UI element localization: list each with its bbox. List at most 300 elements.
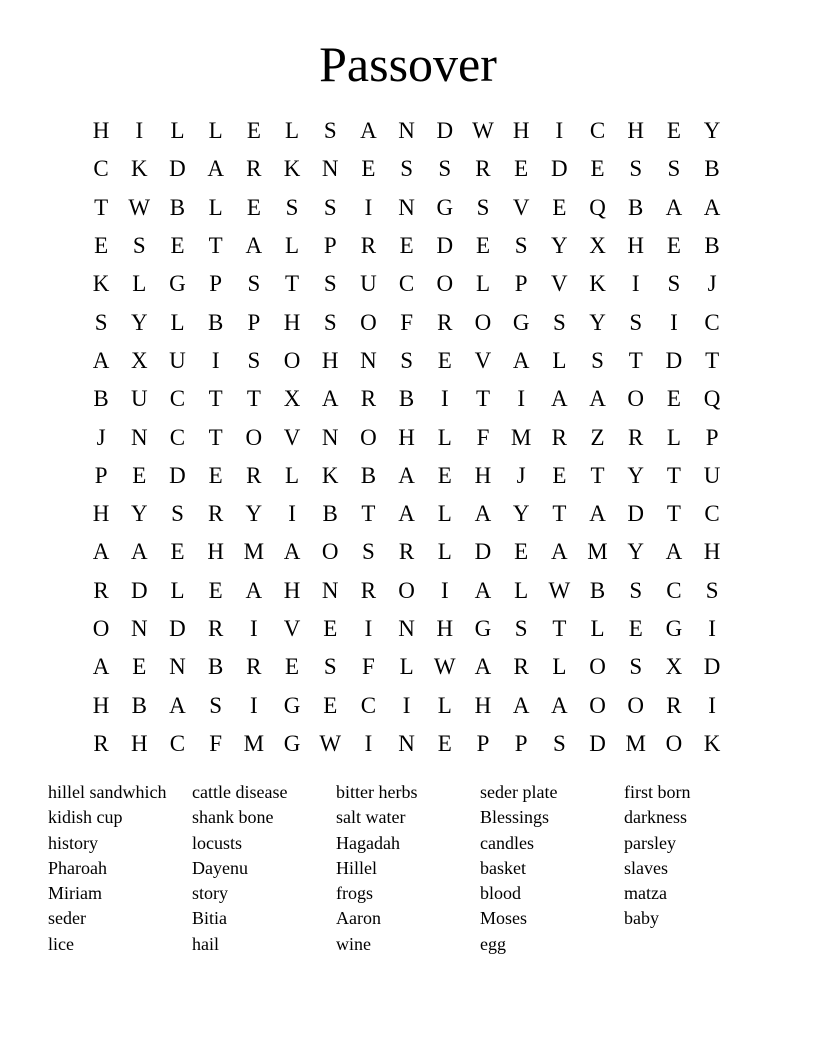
- grid-letter: D: [665, 347, 683, 373]
- grid-letter: H: [321, 347, 339, 373]
- word-list-item: darkness: [624, 807, 687, 828]
- grid-letter: H: [474, 692, 492, 718]
- grid-letter: A: [474, 501, 492, 527]
- grid-letter: G: [665, 616, 683, 641]
- grid-letter: R: [360, 233, 377, 259]
- grid-letter: L: [437, 692, 452, 718]
- word-list-item: cattle disease: [192, 782, 288, 802]
- grid-row: [82, 342, 732, 380]
- grid-letter: E: [475, 233, 490, 259]
- grid-letter: K: [92, 271, 110, 297]
- grid-letter: V: [283, 616, 301, 641]
- grid-letter: I: [402, 692, 411, 718]
- grid-letter: K: [283, 156, 301, 182]
- grid-letter: S: [323, 654, 337, 680]
- grid-letter: L: [132, 271, 147, 297]
- grid-letter: N: [169, 654, 186, 680]
- word-list-item: first born: [624, 782, 691, 802]
- grid-letter: E: [132, 654, 147, 680]
- grid-letter: H: [130, 730, 148, 756]
- grid-letter: R: [513, 654, 529, 680]
- grid-letter: C: [666, 577, 682, 603]
- word-list-item: egg: [480, 933, 506, 954]
- grid-letter: E: [666, 233, 681, 259]
- grid-row: [82, 648, 732, 686]
- grid-letter: C: [704, 309, 720, 335]
- grid-row: [82, 495, 732, 533]
- grid-letter: O: [589, 692, 606, 718]
- grid-letter: R: [246, 156, 262, 182]
- grid-letter: G: [169, 271, 186, 297]
- grid-letter: I: [364, 730, 373, 756]
- grid-letter: S: [438, 156, 452, 182]
- grid-letter: L: [170, 118, 185, 144]
- grid-letter: A: [551, 539, 568, 565]
- grid-letter: J: [707, 271, 717, 297]
- grid-letter: P: [209, 271, 223, 297]
- word-list-item: hillel sandwhich: [48, 782, 167, 802]
- grid-letter: S: [514, 616, 528, 641]
- grid-letter: A: [398, 501, 415, 527]
- grid-letter: E: [399, 233, 414, 259]
- grid-letter: I: [708, 692, 716, 718]
- grid-letter: V: [512, 194, 530, 220]
- grid-letter: R: [360, 577, 377, 603]
- grid-letter: O: [360, 424, 377, 450]
- grid-letter: X: [130, 347, 148, 373]
- grid-row: [82, 265, 732, 303]
- grid-letter: C: [169, 424, 186, 450]
- grid-letter: F: [400, 309, 413, 335]
- grid-letter: S: [552, 730, 566, 756]
- grid-letter: E: [666, 118, 681, 144]
- grid-letter: R: [398, 539, 415, 565]
- grid-letter: Y: [551, 233, 568, 259]
- grid-letter: B: [704, 156, 720, 182]
- grid-letter: L: [552, 347, 567, 373]
- grid-letter: A: [703, 194, 721, 220]
- word-list-item: blood: [480, 883, 522, 904]
- grid-letter: D: [436, 118, 454, 144]
- word-list-item: Moses: [480, 908, 528, 929]
- word-list-item: bitter herbs: [336, 782, 418, 802]
- grid-letter: E: [361, 156, 376, 182]
- grid-letter: E: [437, 730, 452, 756]
- grid-letter: A: [474, 577, 492, 603]
- word-list-item: Bitia: [192, 908, 227, 929]
- grid-letter: H: [283, 309, 301, 335]
- word-list-item: Miriam: [48, 883, 102, 904]
- grid-letter: Q: [703, 386, 721, 412]
- grid-letter: N: [130, 424, 148, 450]
- grid-letter: R: [246, 654, 262, 680]
- grid-letter: L: [285, 233, 300, 259]
- grid-letter: E: [590, 156, 605, 182]
- grid-letter: E: [246, 194, 261, 220]
- grid-letter: S: [247, 271, 261, 297]
- grid-letter: T: [475, 386, 490, 412]
- word-list-item: story: [192, 883, 228, 904]
- grid-letter: S: [629, 654, 643, 680]
- grid-letter: C: [360, 692, 377, 718]
- grid-letter: Y: [627, 539, 645, 565]
- grid-letter: H: [436, 616, 454, 641]
- grid-letter: E: [628, 616, 643, 641]
- grid-letter: X: [283, 386, 301, 412]
- word-list-item: locusts: [192, 832, 243, 853]
- word-column: [624, 780, 768, 957]
- word-list-item: Hagadah: [336, 832, 400, 853]
- grid-letter: E: [323, 616, 338, 641]
- grid-letter: W: [433, 654, 456, 680]
- word-column: [192, 780, 336, 957]
- grid-letter: I: [288, 501, 296, 527]
- grid-letter: D: [130, 577, 148, 603]
- grid-letter: T: [552, 501, 567, 527]
- grid-letter: P: [514, 271, 528, 297]
- grid-letter: B: [628, 194, 644, 220]
- grid-letter: T: [628, 347, 643, 373]
- grid-row: [82, 227, 732, 265]
- grid-letter: V: [551, 271, 568, 297]
- grid-letter: P: [705, 424, 719, 450]
- grid-letter: A: [665, 539, 683, 565]
- grid-row: [82, 150, 732, 188]
- grid-letter: U: [360, 271, 377, 297]
- grid-letter: A: [512, 347, 530, 373]
- grid-letter: Z: [590, 424, 605, 450]
- grid-letter: E: [285, 654, 300, 680]
- grid-letter: L: [285, 118, 300, 144]
- grid-letter: A: [321, 386, 339, 412]
- grid-letter: B: [704, 233, 720, 259]
- grid-letter: A: [474, 654, 492, 680]
- grid-letter: I: [670, 309, 678, 335]
- grid-letter: R: [437, 309, 453, 335]
- grid-letter: E: [208, 577, 223, 603]
- grid-letter: S: [629, 156, 643, 182]
- grid-letter: N: [398, 194, 415, 220]
- grid-letter: Y: [512, 501, 530, 527]
- grid-letter: E: [514, 539, 529, 565]
- grid-letter: G: [436, 194, 454, 220]
- grid-letter: V: [283, 424, 301, 450]
- grid-letter: C: [169, 386, 186, 412]
- grid-letter: B: [207, 309, 224, 335]
- grid-letter: S: [514, 233, 528, 259]
- grid-letter: L: [552, 654, 567, 680]
- grid-row: [82, 189, 732, 227]
- grid-letter: G: [283, 692, 301, 718]
- word-list-item: salt water: [336, 807, 406, 828]
- word-list-item: Pharoah: [48, 857, 107, 878]
- grid-letter: S: [323, 309, 337, 335]
- grid-letter: R: [207, 616, 224, 641]
- grid-letter: S: [362, 539, 375, 565]
- grid-letter: H: [703, 539, 721, 565]
- grid-letter: E: [437, 347, 452, 373]
- grid-letter: X: [589, 233, 606, 259]
- grid-letter: O: [360, 309, 377, 335]
- grid-letter: F: [476, 424, 490, 450]
- grid-letter: U: [130, 386, 148, 412]
- grid-letter: C: [589, 118, 606, 144]
- grid-letter: S: [629, 577, 643, 603]
- grid-letter: N: [398, 118, 415, 144]
- grid-letter: M: [243, 539, 265, 565]
- grid-letter: V: [474, 347, 492, 373]
- grid-letter: N: [321, 424, 339, 450]
- word-list-item: Dayenu: [192, 857, 248, 878]
- grid-letter: L: [514, 577, 529, 603]
- grid-letter: L: [437, 501, 452, 527]
- grid-letter: E: [552, 194, 567, 220]
- grid-letter: T: [552, 616, 567, 641]
- grid-letter: P: [94, 462, 108, 488]
- grid-letter: S: [705, 577, 719, 603]
- grid-letter: O: [665, 730, 683, 756]
- grid-letter: E: [552, 462, 567, 488]
- letter-grid: [82, 112, 732, 763]
- grid-letter: M: [625, 730, 646, 756]
- grid-letter: E: [437, 462, 452, 488]
- grid-letter: P: [247, 309, 261, 335]
- grid-letter: W: [548, 577, 571, 603]
- grid-letter: G: [474, 616, 492, 641]
- grid-letter: O: [589, 654, 606, 680]
- grid-letter: D: [169, 156, 186, 182]
- grid-letter: M: [243, 730, 265, 756]
- grid-letter: S: [171, 501, 184, 527]
- grid-letter: P: [323, 233, 337, 259]
- grid-letter: W: [128, 194, 151, 220]
- grid-letter: H: [207, 539, 224, 565]
- grid-row: [82, 457, 732, 495]
- grid-letter: S: [94, 309, 108, 335]
- grid-letter: A: [360, 118, 377, 144]
- grid-letter: R: [551, 424, 568, 450]
- grid-letter: I: [631, 271, 640, 297]
- grid-letter: Y: [130, 309, 148, 335]
- grid-letter: P: [514, 730, 528, 756]
- grid-letter: O: [398, 577, 415, 603]
- grid-letter: D: [169, 616, 186, 641]
- grid-letter: J: [96, 424, 106, 450]
- grid-letter: N: [398, 616, 415, 641]
- grid-letter: L: [437, 539, 452, 565]
- grid-row: [82, 572, 732, 610]
- grid-letter: A: [551, 692, 568, 718]
- grid-letter: L: [475, 271, 490, 297]
- word-list-item: matza: [624, 883, 667, 904]
- grid-letter: A: [245, 233, 263, 259]
- grid-letter: I: [440, 386, 449, 412]
- word-list-item: Aaron: [336, 908, 381, 929]
- grid-letter: A: [245, 577, 263, 603]
- grid-letter: E: [208, 462, 223, 488]
- grid-letter: T: [208, 424, 223, 450]
- grid-letter: T: [590, 462, 605, 488]
- grid-letter: I: [250, 616, 258, 641]
- word-list-item: wine: [336, 933, 371, 954]
- grid-letter: C: [398, 271, 415, 297]
- grid-row: [82, 303, 732, 341]
- grid-letter: I: [517, 386, 525, 412]
- word-list-item: hail: [192, 933, 219, 954]
- grid-letter: K: [321, 462, 339, 488]
- grid-row: [82, 686, 732, 724]
- grid-letter: E: [132, 462, 147, 488]
- grid-letter: A: [92, 654, 110, 680]
- word-list-item: seder: [48, 908, 86, 929]
- grid-letter: L: [170, 577, 185, 603]
- grid-letter: N: [130, 616, 148, 641]
- grid-letter: S: [323, 194, 337, 220]
- grid-letter: O: [436, 271, 454, 297]
- grid-letter: B: [169, 194, 186, 220]
- grid-letter: T: [208, 386, 223, 412]
- grid-letter: D: [589, 730, 606, 756]
- grid-letter: K: [589, 271, 606, 297]
- grid-letter: S: [591, 347, 604, 373]
- grid-letter: Y: [589, 309, 606, 335]
- grid-letter: R: [246, 462, 262, 488]
- grid-row: [82, 610, 732, 648]
- grid-letter: R: [207, 501, 224, 527]
- grid-letter: H: [283, 577, 301, 603]
- grid-letter: E: [94, 233, 109, 259]
- grid-letter: A: [169, 692, 186, 718]
- grid-letter: L: [208, 194, 223, 220]
- grid-letter: O: [321, 539, 339, 565]
- grid-letter: N: [321, 156, 339, 182]
- word-list-item: history: [48, 832, 99, 853]
- grid-letter: B: [131, 692, 147, 718]
- grid-letter: I: [364, 616, 373, 641]
- grid-letter: C: [93, 156, 109, 182]
- grid-letter: U: [169, 347, 186, 373]
- word-column: [48, 780, 192, 957]
- grid-letter: N: [321, 577, 339, 603]
- grid-letter: H: [398, 424, 415, 450]
- grid-letter: T: [94, 194, 109, 220]
- grid-letter: B: [93, 386, 109, 412]
- grid-letter: A: [589, 501, 606, 527]
- grid-letter: D: [627, 501, 645, 527]
- grid-letter: S: [552, 309, 566, 335]
- grid-letter: I: [364, 194, 373, 220]
- grid-letter: I: [211, 347, 220, 373]
- word-list-item: candles: [480, 832, 534, 853]
- word-list-item: parsley: [624, 832, 676, 853]
- grid-letter: B: [589, 577, 606, 603]
- grid-letter: S: [400, 156, 413, 182]
- grid-letter: S: [132, 233, 146, 259]
- grid-letter: E: [170, 539, 185, 565]
- grid-letter: T: [246, 386, 261, 412]
- word-list-item: frogs: [336, 883, 373, 904]
- grid-letter: A: [207, 156, 224, 182]
- grid-letter: B: [207, 654, 224, 680]
- grid-letter: S: [209, 692, 223, 718]
- grid-letter: D: [169, 462, 186, 488]
- grid-letter: T: [208, 233, 223, 259]
- grid-letter: S: [667, 271, 681, 297]
- grid-letter: I: [555, 118, 564, 144]
- grid-letter: R: [628, 424, 644, 450]
- word-list-item: baby: [624, 908, 659, 929]
- grid-letter: N: [398, 730, 415, 756]
- grid-letter: S: [247, 347, 261, 373]
- grid-letter: I: [250, 692, 258, 718]
- grid-letter: E: [170, 233, 185, 259]
- grid-letter: F: [362, 654, 375, 680]
- grid-letter: H: [92, 501, 110, 527]
- grid-row: [82, 533, 732, 571]
- grid-letter: I: [135, 118, 144, 144]
- grid-letter: R: [360, 386, 377, 412]
- grid-letter: S: [667, 156, 681, 182]
- grid-letter: P: [476, 730, 490, 756]
- grid-letter: X: [665, 654, 683, 680]
- grid-letter: E: [514, 156, 529, 182]
- grid-letter: L: [666, 424, 681, 450]
- grid-letter: L: [590, 616, 605, 641]
- grid-letter: M: [587, 539, 608, 565]
- grid-letter: E: [246, 118, 261, 144]
- grid-letter: O: [627, 692, 645, 718]
- grid-letter: A: [589, 386, 606, 412]
- grid-letter: W: [472, 118, 494, 144]
- grid-letter: A: [512, 692, 530, 718]
- grid-letter: O: [283, 347, 301, 373]
- grid-letter: A: [398, 462, 415, 488]
- grid-letter: B: [360, 462, 377, 488]
- grid-letter: K: [703, 730, 721, 756]
- grid-letter: Y: [130, 501, 148, 527]
- grid-letter: D: [703, 654, 721, 680]
- grid-letter: R: [666, 692, 682, 718]
- grid-letter: H: [92, 118, 110, 144]
- grid-letter: L: [437, 424, 452, 450]
- grid-letter: O: [474, 309, 492, 335]
- grid-letter: C: [169, 730, 186, 756]
- grid-letter: H: [512, 118, 530, 144]
- word-list-item: Hillel: [336, 857, 377, 878]
- grid-letter: D: [474, 539, 492, 565]
- grid-letter: F: [209, 730, 223, 756]
- grid-letter: Q: [589, 194, 606, 220]
- grid-letter: C: [704, 501, 720, 527]
- grid-letter: B: [322, 501, 338, 527]
- word-list-item: kidish cup: [48, 807, 123, 828]
- grid-letter: L: [399, 654, 414, 680]
- grid-letter: A: [283, 539, 301, 565]
- grid-letter: S: [400, 347, 413, 373]
- grid-letter: I: [440, 577, 449, 603]
- grid-letter: Y: [703, 118, 721, 144]
- grid-letter: A: [92, 347, 110, 373]
- grid-letter: R: [93, 730, 109, 756]
- word-list-item: seder plate: [480, 782, 558, 802]
- grid-letter: I: [708, 616, 716, 641]
- word-bank: [48, 780, 768, 957]
- grid-letter: T: [666, 462, 681, 488]
- grid-letter: O: [92, 616, 110, 641]
- grid-letter: H: [92, 692, 110, 718]
- grid-letter: T: [666, 501, 681, 527]
- grid-letter: H: [627, 233, 645, 259]
